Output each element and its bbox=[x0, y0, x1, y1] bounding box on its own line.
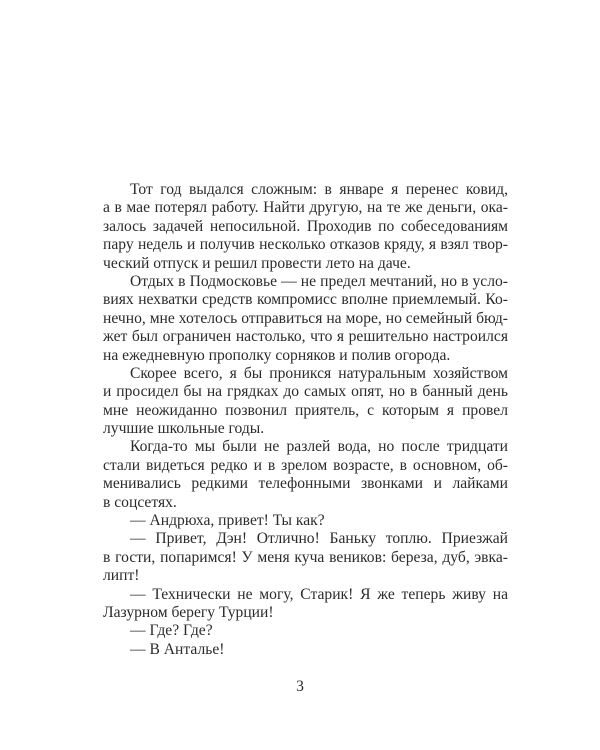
text-line: Когда-то мы были не разлей вода, но после тридцати bbox=[130, 438, 508, 456]
paragraph bbox=[103, 273, 508, 365]
text-line: пару недель и получив несколько отказов кряду, я взял твор- bbox=[103, 236, 508, 254]
text-line: липт! bbox=[103, 567, 140, 585]
text-line: в соцсетях. bbox=[103, 493, 177, 511]
text-line: Тот год выдался сложным: в январе я перенес ковид, bbox=[130, 181, 508, 198]
paragraph bbox=[103, 365, 508, 439]
text-line: жет был ограничен настолько, что я решительно настроился bbox=[103, 328, 508, 346]
text-line: мне неожиданно позвонил приятель, с которым я провел bbox=[103, 401, 508, 419]
paragraph bbox=[103, 586, 508, 623]
text-line: Скорее всего, я бы проникся натуральным хозяйством bbox=[130, 364, 508, 382]
text-line: нечно, мне хотелось отправиться на море, но семейный бюд- bbox=[103, 309, 508, 327]
text-line: в гости, попаримся! У меня куча веников: береза, дуб, эвка- bbox=[103, 548, 508, 566]
text-line: лучшие школьные годы. bbox=[103, 420, 265, 438]
text-line: — Где? Где? bbox=[130, 622, 213, 640]
text-line: — В Анталье! bbox=[130, 640, 225, 658]
text-line: и просидел бы на грядках до самых опят, но в банный день bbox=[103, 383, 508, 401]
paragraph bbox=[103, 181, 508, 273]
paragraph bbox=[103, 512, 508, 530]
text-line: виях нехватки средств компромисс вполне приемлемый. Ко- bbox=[103, 291, 508, 309]
page-number: 3 bbox=[296, 678, 304, 695]
text-line: на ежедневную прополку сорняков и полив огорода. bbox=[103, 346, 451, 364]
text-line: стали видеться редко и в зрелом возрасте, в основном, об- bbox=[103, 456, 508, 474]
paragraph bbox=[103, 438, 508, 512]
text-line: ческий отпуск и решил провести лето на даче. bbox=[103, 254, 411, 272]
text-line: менивались редкими телефонными звонками и лайками bbox=[103, 475, 508, 493]
text-line: — Андрюха, привет! Ты как? bbox=[130, 512, 325, 530]
text-line: Лазурном берегу Турции! bbox=[103, 603, 274, 621]
paragraph bbox=[103, 530, 508, 585]
text-line: — Технически не могу, Старик! Я же теперь живу на bbox=[130, 585, 508, 603]
text-line: Отдых в Подмосковье — не предел мечтаний, но в усло- bbox=[130, 272, 508, 290]
paragraph bbox=[103, 622, 508, 640]
page-body bbox=[103, 181, 508, 659]
text-line: — Привет, Дэн! Отлично! Баньку топлю. Приезжай bbox=[130, 530, 508, 548]
paragraph bbox=[103, 641, 508, 659]
text-line: залось задачей непосильной. Проходив по собеседованиям bbox=[103, 217, 508, 235]
text-line: а в мае потерял работу. Найти другую, на те же деньги, ока- bbox=[103, 199, 508, 217]
